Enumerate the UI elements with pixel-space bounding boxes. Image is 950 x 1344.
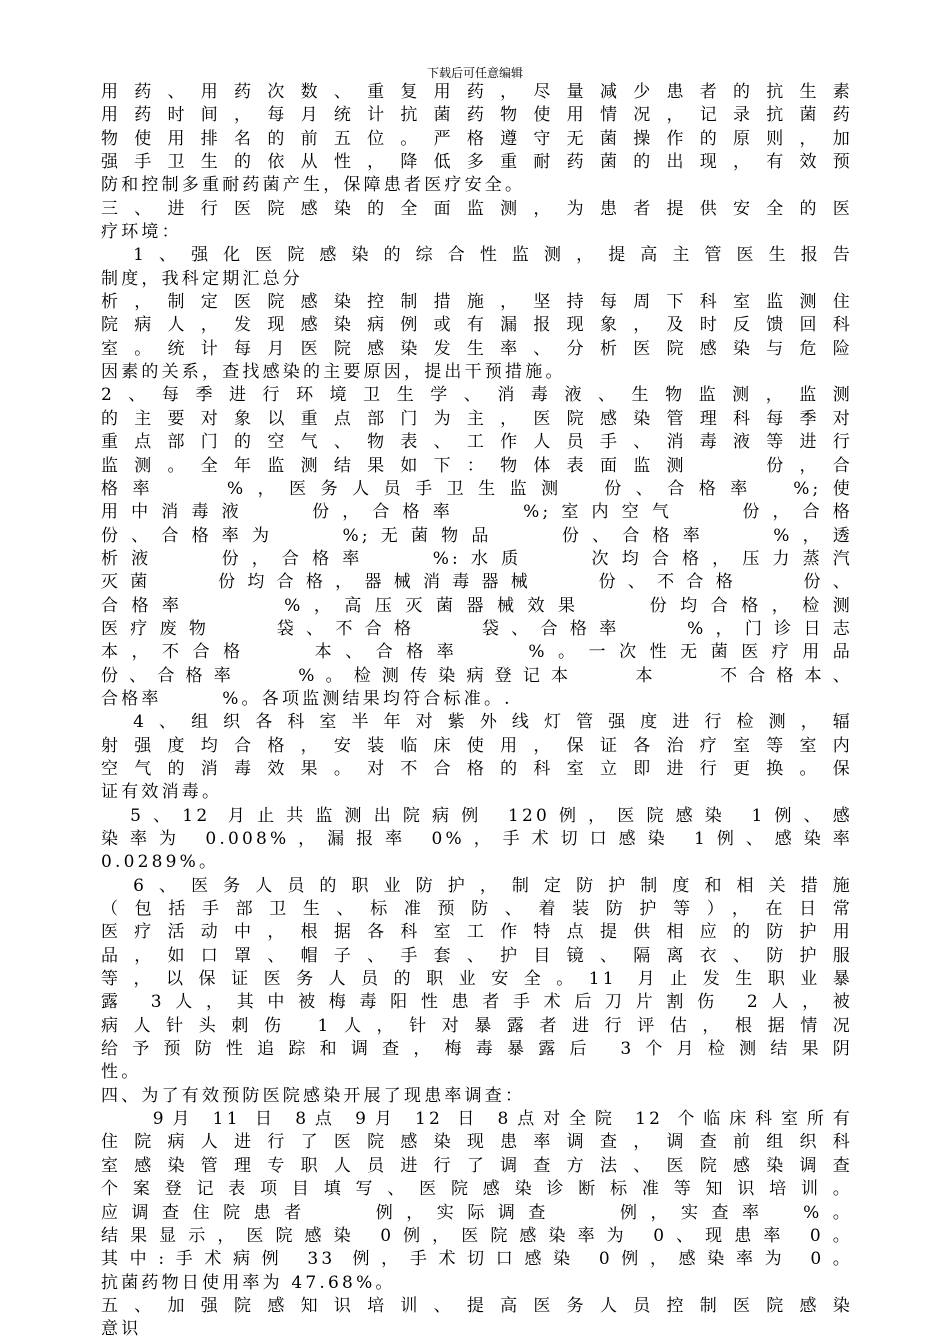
text-line: 露 3人，其中被梅毒阳性患者手术后刀片割伤 2人，被 [101,992,853,1013]
text-line: 析液 份，合格率 %:水质 次均合格，压力蒸汽 [101,548,853,569]
text-line: 医疗活动中，根据各科室工作特点提供相应的防护用 [101,922,853,943]
text-line: 本，不合格 本、合格率 %。一次性无菌医疗用品 [101,642,853,663]
text-line: 五、加强院感知识培训、提高医务人员控制医院感染 [101,1295,853,1316]
text-line: 物使用排名的前五位。严格遵守无菌操作的原则，加 [101,128,853,149]
text-line: 个案登记表项目填写、医院感染诊断标准等知识培训。 [101,1179,853,1200]
text-line: 的主要对象以重点部门为主，医院感染管理科每季对 [101,408,853,429]
text-line: 用中消毒液 份，合格率 %;室内空气 份，合格 [101,502,853,523]
text-line: （包括手部卫生、标准预防、着装防护等），在日常 [101,899,853,920]
text-line: 院病人，发现感染病例或有漏报现象，及时反馈回科 [101,315,853,336]
text-line: 因素的关系，查找感染的主要原因，提出干预措施。 [101,362,566,383]
text-line: 合格率 %。各项监测结果均符合标准。. [101,688,513,709]
text-line: 四、为了有效预防医院感染开展了现患率调查： [101,1085,526,1106]
text-line: 6、医务人员的职业防护，制定防护制度和相关措施 [101,875,853,896]
text-line: 射强度均合格，安装临床使用，保证各治疗室等室内 [101,735,853,756]
text-line: 意识 [101,1319,142,1340]
document-body [101,81,853,1342]
text-line: 5、12 月止共监测出院病例 120例，医院感染 1例、感 [101,805,853,826]
text-line: 疗环境： [101,222,182,243]
text-line: 给予预防性追踪和调查，梅毒暴露后 3个月检测结果阴 [101,1039,853,1060]
text-line: 2、每季进行环境卫生学、消毒液、生物监测，监测 [101,385,853,406]
text-line: 染率为 0.008%，漏报率 0%，手术切口感染 1例、感染率 [101,829,853,849]
text-line: 住院病人进行了医院感染现患率调查，调查前组织科 [101,1132,853,1153]
text-line: 制度，我科定期汇总分 [101,268,303,289]
text-line: 灭菌 份均合格，器械消毒器械 份、不合格 份、 [101,572,853,593]
text-line: 性。 [101,1062,142,1083]
text-line: 0.0289%。 [101,852,220,873]
text-line: 合格率 %，高压灭菌器械效果 份均合格，检测 [101,595,853,616]
text-line: 监测。全年监测结果如下：物体表面监测 份，合 [101,455,853,476]
text-line: 室感染管理专职人员进行了调查方法、医院感染调查 [101,1155,853,1176]
text-line: 1、强化医院感染的综合性监测，提高主管医生报告 [101,245,853,266]
text-line: 空气的消毒效果。对不合格的科室立即进行更换。保 [101,758,853,779]
text-line: 格率 %，医务人员手卫生监测 份、合格率 %;使 [101,478,853,499]
text-line: 病人针头刺伤 1人，针对暴露者进行评估，根据情况 [101,1015,853,1036]
text-line: 证有效消毒。 [101,782,223,803]
text-line: 9月 11 日 8点 9月 12 日 8点对全院 12 个临床科室所有 [101,1109,853,1130]
text-line: 份、合格率为 %;无菌物品 份、合格率 %，透 [101,525,853,546]
text-line: 等，以保证医务人员的职业安全。11 月止发生职业暴 [101,969,853,990]
text-line: 析，制定医院感染控制措施，坚持每周下科室监测住 [101,292,853,313]
text-line: 医疗废物 袋、不合格 袋、合格率 %，门诊日志 [101,618,853,639]
text-line: 强手卫生的依从性，降低多重耐药菌的出现，有效预 [101,152,853,173]
text-line: 抗菌药物日使用率为 47.68%。 [101,1272,396,1293]
text-line: 室。统计每月医院感染发生率、分析医院感染与危险 [101,338,853,359]
text-line: 用药、用药次数、重复用药，尽量减少患者的抗生素 [101,82,853,102]
text-line: 应调查住院患者 例，实际调查 例，实查率 %。 [101,1202,853,1223]
text-line: 重点部门的空气、物表、工作人员手、消毒液等进行 [101,432,853,453]
text-line: 品，如口罩、帽子、手套、护目镜、隔离衣、防护服 [101,945,853,966]
text-line: 防和控制多重耐药菌产生，保障患者医疗安全。 [101,175,526,196]
page-header: 下载后可任意编辑 [426,66,523,80]
text-line: 三、进行医院感染的全面监测，为患者提供安全的医 [101,198,853,219]
text-line: 用药时间，每月统计抗菌药物使用情况，记录抗菌药 [101,105,853,126]
text-line: 其中:手术病例 33 例，手术切口感染 0例，感染率为 0。 [101,1249,853,1270]
text-line: 结果显示，医院感染 0例，医院感染率为 0、现患率 0。 [101,1225,853,1246]
text-line: 份、合格率 %。检测传染病登记本 本 不合格本、 [101,665,853,686]
text-line: 4、组织各科室半年对紫外线灯管强度进行检测，辐 [101,712,853,733]
